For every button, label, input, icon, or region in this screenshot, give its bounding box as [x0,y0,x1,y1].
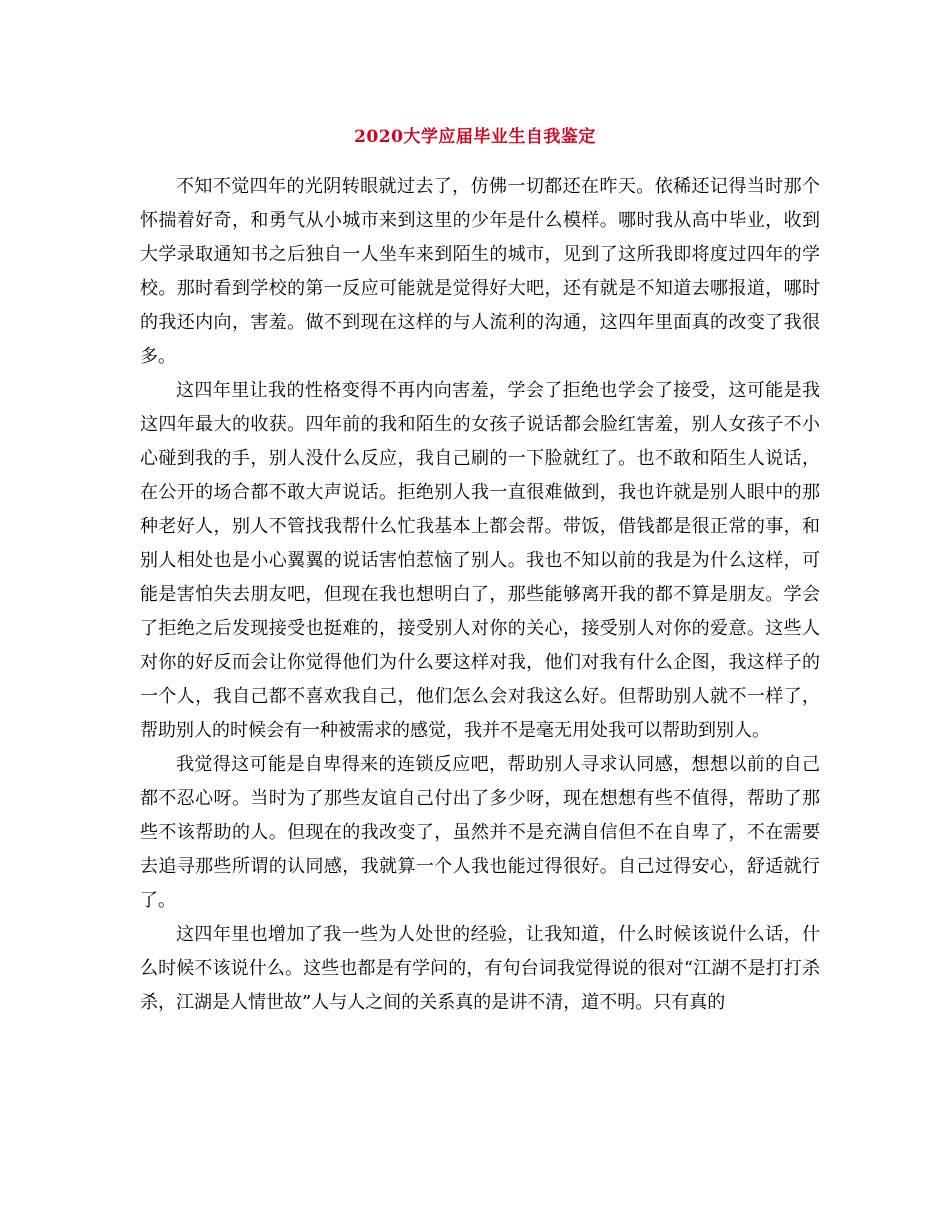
paragraph-1: 不知不觉四年的光阴转眼就过去了，仿佛一切都还在昨天。依稀还记得当时那个怀揣着好奇，和勇气从小城市来到这里的少年是什么模样。哪时我从高中毕业，收到大学录取通知书之后独自一人坐车来到陌生的城市，见到了这所我即将度过四年的学校。那时看到学校的第一反应可能就是觉得好大吧，还有就是不知道去哪报道，哪时的我还内向，害羞。做不到现在这样的与人流利的沟通，这四年里面真的改变了我很多。 [140,176,820,367]
paragraph-4: 这四年里也增加了我一些为人处世的经验，让我知道，什么时候该说什么话，什么时候不该说什么。这些也都是有学问的，有句台词我觉得说的很对“江湖不是打打杀杀，江湖是人情世故”人与人之间的关系真的是讲不清，道不明。只有真的 [140,924,820,1013]
paragraph-2: 这四年里让我的性格变得不再内向害羞，学会了拒绝也学会了接受，这可能是我这四年最大的收获。四年前的我和陌生的女孩子说话都会脸红害羞，别人女孩子不小心碰到我的手，别人没什么反应，我自己刷的一下脸就红了。也不敢和陌生人说话，在公开的场合都不敢大声说话。拒绝别人我一直很难做到，我也许就是别人眼中的那种老好人，别人不管找我帮什么忙我基本上都会帮。带饭，借钱都是很正常的事，和别人相处也是小心翼翼的说话害怕惹恼了别人。我也不知以前的我是为什么这样，可能是害怕失去朋友吧，但现在我也想明白了，那些能够离开我的都不算是朋友。学会了拒绝之后发现接受也挺难的，接受别人对你的关心，接受别人对你的爱意。这些人对你的好反而会让你觉得他们为什么要这样对我，他们对我有什么企图，我这样子的一个人，我自己都不喜欢我自己，他们怎么会对我这么好。但帮助别人就不一样了，帮助别人的时候会有一种被需求的感觉，我并不是毫无用处我可以帮助到别人。 [140,380,820,741]
paragraph-3: 我觉得这可能是自卑得来的连锁反应吧，帮助别人寻求认同感，想想以前的自己都不忍心呀。当时为了那些友谊自己付出了多少呀，现在想想有些不值得，帮助了那些不该帮助的人。但现在的我改变了，虽然并不是充满自信但不在自卑了，不在需要去追寻那些所谓的认同感，我就算一个人我也能过得很好。自己过得安心，舒适就行了。 [140,754,820,911]
document-body [140,170,820,1020]
document-title: 2020大学应届毕业生自我鉴定 [354,127,596,147]
